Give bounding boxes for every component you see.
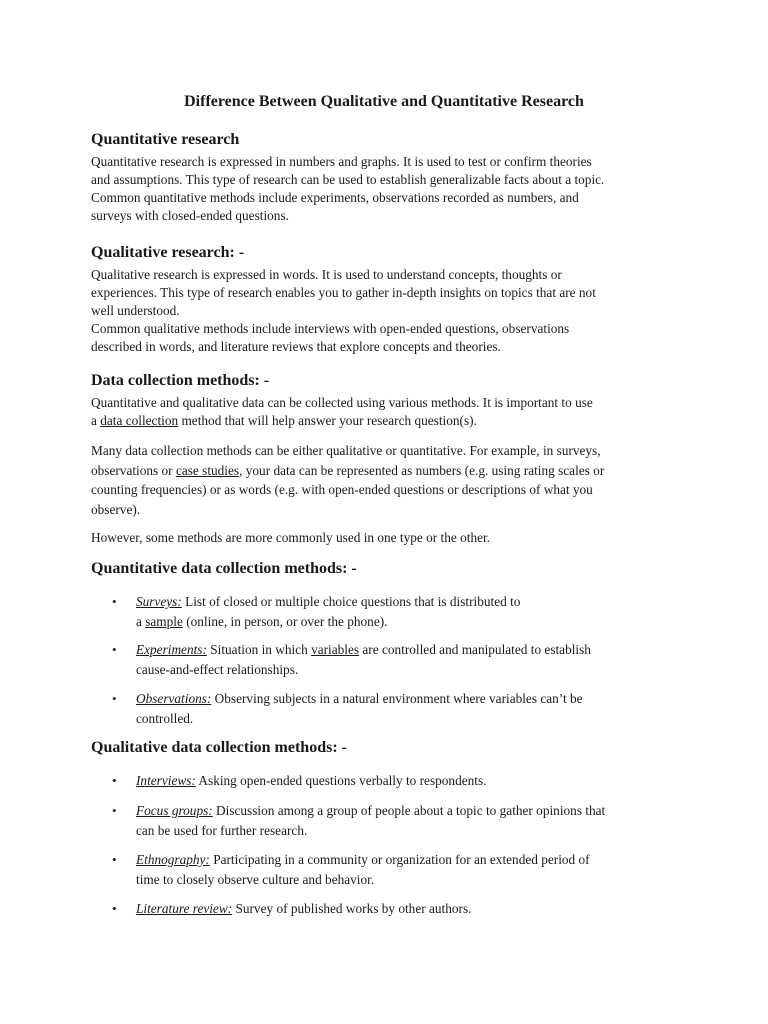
list-item (91, 801, 696, 840)
interviews-term: Interviews: (136, 773, 196, 788)
bullet-icon: • (112, 691, 117, 706)
text-line: surveys with closed-ended questions. (91, 208, 289, 223)
list-item (91, 689, 696, 728)
text-line (136, 640, 696, 660)
text-span: Participating in a community or organization for an extended period of (209, 852, 590, 867)
focus-groups-term: Focus groups: (136, 803, 213, 818)
text-line: observe). (91, 501, 141, 517)
variables-link[interactable]: variables (311, 642, 360, 657)
sample-link[interactable]: sample (145, 613, 183, 629)
text-line (136, 612, 696, 632)
text-line: counting frequencies) or as words (e.g. with open-ended questions or descriptions of what you (91, 482, 593, 497)
data-collection-heading: Data collection methods: - (91, 372, 270, 389)
data-collection-paragraph-2 (91, 441, 691, 519)
text-span: a (91, 413, 101, 428)
data-collection-paragraph-3: However, some methods are more commonly used in one type or the other. (91, 530, 491, 545)
text-span: Observing subjects in a natural environment where variables can’t be (211, 691, 583, 706)
text-span: method that will help answer your research question(s). (178, 413, 477, 428)
text-line (91, 461, 691, 481)
text-span: , your data can be represented as numbers (e.g. using rating scales or (239, 462, 605, 478)
surveys-term: Surveys: (136, 594, 182, 609)
text-line: controlled. (136, 710, 194, 726)
bullet-icon: • (112, 852, 117, 867)
quantitative-paragraph (91, 153, 691, 225)
text-line: Quantitative research is expressed in numbers and graphs. It is used to test or confirm theories (91, 154, 592, 169)
text-line: Common qualitative methods include interviews with open-ended questions, observations (91, 321, 570, 336)
text-span: List of closed or multiple choice questions that is distributed to (181, 594, 521, 609)
list-item (91, 640, 696, 679)
text-line: Qualitative research is expressed in words. It is used to understand concepts, thoughts or (91, 267, 562, 282)
text-line (136, 801, 696, 821)
text-line (136, 899, 696, 919)
qualitative-heading: Qualitative research: - (91, 244, 245, 261)
text-span: are controlled and manipulated to establish (359, 642, 591, 657)
bullet-icon: • (112, 594, 117, 609)
text-line: and assumptions. This type of research can be used to establish generalizable facts about a topic. (91, 172, 605, 187)
text-line: described in words, and literature reviews that explore concepts and theories. (91, 339, 501, 354)
text-line: can be used for further research. (136, 822, 308, 838)
list-item (91, 899, 696, 919)
data-collection-link[interactable]: data collection (100, 413, 179, 428)
text-line (136, 850, 696, 870)
ethnography-term: Ethnography: (136, 852, 210, 867)
text-line: cause-and-effect relationships. (136, 661, 299, 677)
text-span: Situation in which (206, 642, 312, 657)
case-studies-link[interactable]: case studies (175, 462, 240, 478)
bullet-icon: • (112, 642, 117, 657)
text-span: observations or (91, 462, 176, 478)
text-line (136, 689, 696, 709)
text-span: (online, in person, or over the phone). (182, 613, 388, 629)
bullet-icon: • (112, 901, 117, 916)
qualitative-methods-heading: Qualitative data collection methods: - (91, 739, 347, 756)
list-item (91, 771, 696, 791)
text-line (136, 592, 696, 612)
text-line: Quantitative and qualitative data can be collected using various methods. It is important to use (91, 395, 593, 410)
text-line: Many data collection methods can be either qualitative or quantitative. For example, in surveys, (91, 443, 601, 458)
bullet-icon: • (112, 803, 117, 818)
text-line: time to closely observe culture and behavior. (136, 871, 375, 887)
text-line (136, 771, 696, 791)
text-line: experiences. This type of research enables you to gather in-depth insights on topics that are not (91, 285, 596, 300)
text-line: well understood. (91, 303, 180, 318)
quantitative-methods-heading: Quantitative data collection methods: - (91, 560, 357, 577)
qualitative-paragraph (91, 266, 691, 356)
document-title: Difference Between Qualitative and Quantitative Research (184, 93, 584, 110)
observations-term: Observations: (136, 691, 212, 706)
text-line (91, 412, 691, 430)
text-span: a (136, 613, 146, 629)
list-item (91, 592, 696, 631)
experiments-term: Experiments: (136, 642, 207, 657)
literature-review-term: Literature review: (136, 901, 233, 916)
list-item (91, 850, 696, 889)
text-span: Asking open-ended questions verbally to respondents. (195, 773, 487, 788)
data-collection-paragraph-1 (91, 394, 691, 430)
bullet-icon: • (112, 773, 117, 788)
text-span: Discussion among a group of people about a topic to gather opinions that (212, 803, 606, 818)
text-line: Common quantitative methods include experiments, observations recorded as numbers, and (91, 190, 579, 205)
text-span: Survey of published works by other authors. (232, 901, 472, 916)
quantitative-heading: Quantitative research (91, 131, 240, 148)
